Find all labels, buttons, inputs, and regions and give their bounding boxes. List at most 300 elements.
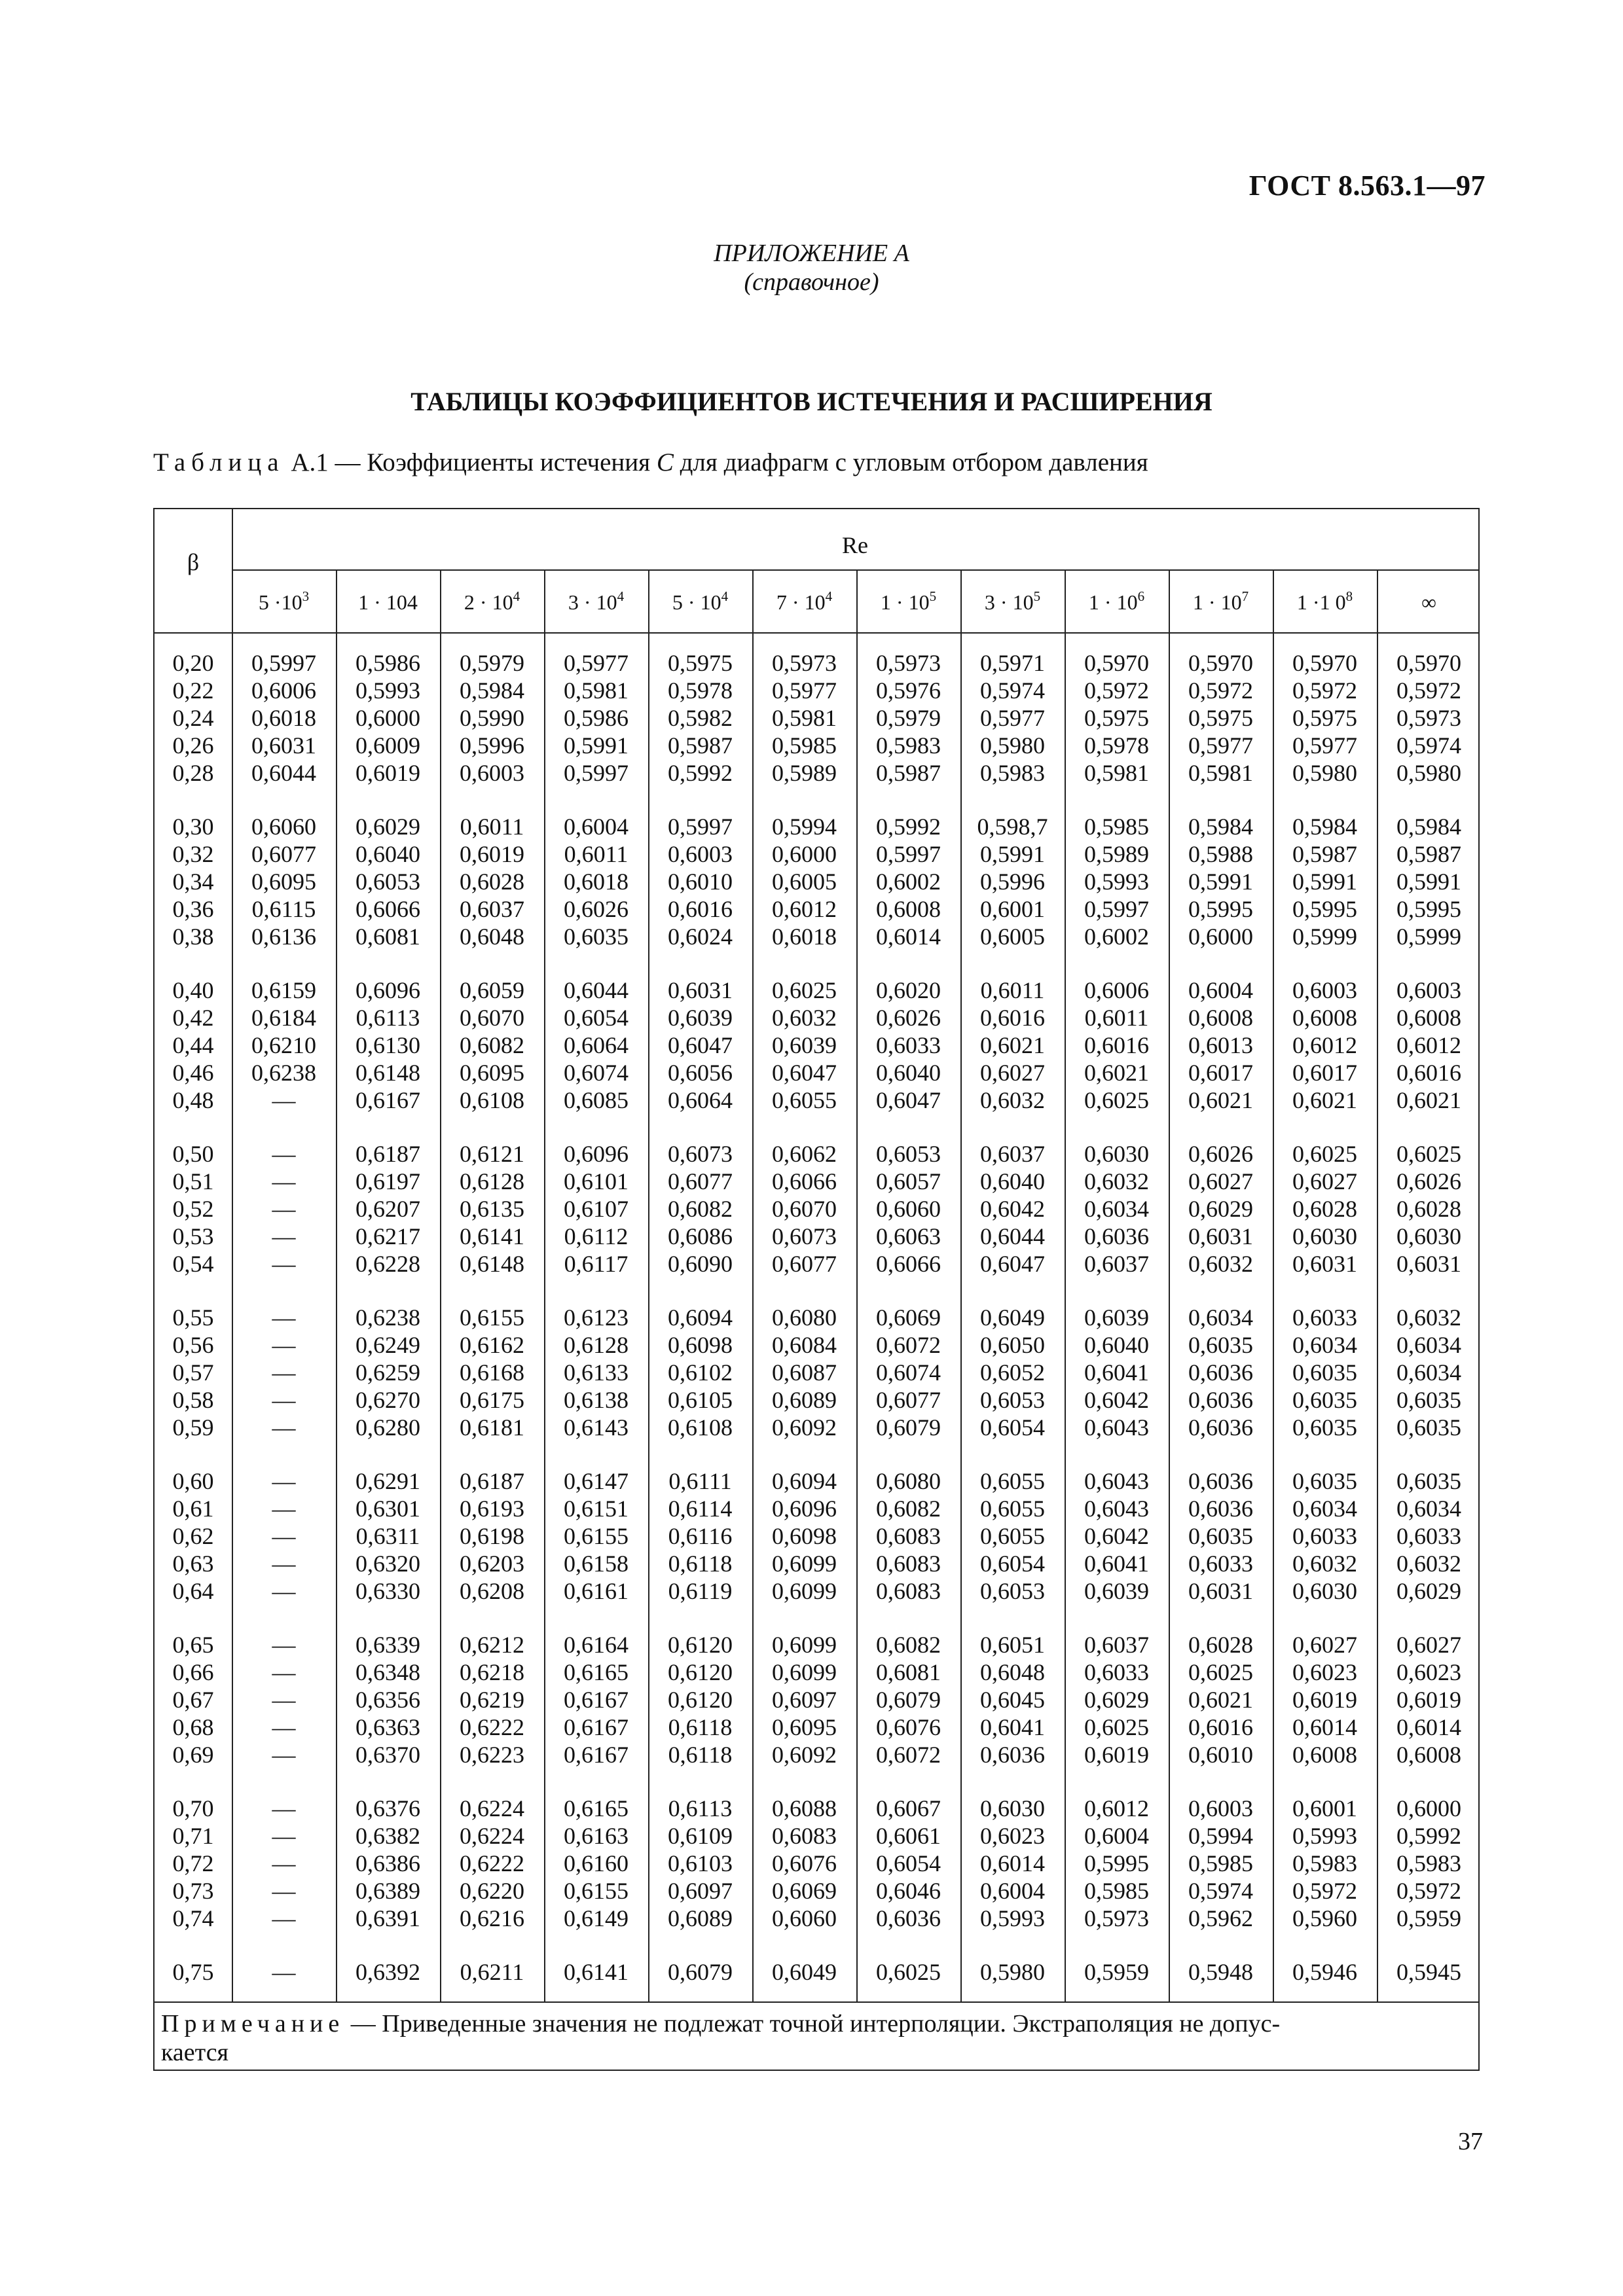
coefficient-cell: 0,6096 bbox=[564, 1141, 629, 1167]
table-caption bbox=[153, 448, 1148, 477]
coefficient-cell: 0,6077 bbox=[251, 841, 316, 867]
coefficient-cell: 0,6049 bbox=[980, 1304, 1045, 1331]
coefficient-cell: 0,6043 bbox=[1084, 1414, 1149, 1441]
beta-cell: 0,68 bbox=[172, 1714, 214, 1740]
coefficient-cell: 0,6026 bbox=[876, 1005, 941, 1031]
coefficient-cell: 0,5983 bbox=[980, 760, 1045, 786]
coefficient-cell: 0,6120 bbox=[668, 1687, 733, 1713]
coefficient-cell: 0,6035 bbox=[1396, 1387, 1461, 1413]
coefficient-cell: 0,6014 bbox=[980, 1850, 1045, 1876]
coefficient-cell: 0,6036 bbox=[1084, 1223, 1149, 1249]
coefficient-cell: 0,6062 bbox=[772, 1141, 837, 1167]
coefficient-cell: 0,6119 bbox=[668, 1578, 733, 1604]
coefficient-cell: 0,5986 bbox=[564, 705, 629, 731]
coefficient-cell: 0,5959 bbox=[1084, 1959, 1149, 1985]
coefficient-cell: 0,6032 bbox=[772, 1005, 837, 1031]
coefficient-cell: 0,5975 bbox=[1292, 705, 1357, 731]
coefficient-cell: 0,6072 bbox=[876, 1332, 941, 1358]
coefficient-cell: 0,5977 bbox=[772, 677, 837, 704]
coefficient-cell: 0,6016 bbox=[980, 1005, 1045, 1031]
coefficient-cell: — bbox=[272, 1523, 296, 1549]
coefficient-cell: 0,6000 bbox=[1188, 924, 1253, 950]
coefficient-cell: 0,6291 bbox=[356, 1468, 420, 1494]
coefficient-cell: 0,6107 bbox=[564, 1196, 629, 1222]
coefficient-cell: 0,6222 bbox=[460, 1850, 524, 1876]
beta-cell: 0,28 bbox=[172, 760, 214, 786]
coefficient-cell: 0,6115 bbox=[251, 896, 316, 922]
coefficient-cell: 0,6216 bbox=[460, 1905, 524, 1931]
coefficient-cell: 0,6035 bbox=[1188, 1332, 1253, 1358]
coefficient-cell: 0,5992 bbox=[876, 814, 941, 840]
beta-cell: 0,40 bbox=[172, 977, 214, 1003]
coefficient-cell: 0,5975 bbox=[1084, 705, 1149, 731]
coefficient-cell: 0,5993 bbox=[1292, 1823, 1357, 1849]
beta-cell: 0,59 bbox=[172, 1414, 214, 1441]
coefficient-cell: 0,6080 bbox=[876, 1468, 941, 1494]
coefficient-cell: 0,6208 bbox=[460, 1578, 524, 1604]
coefficient-cell: 0,5974 bbox=[1396, 732, 1461, 759]
column-header-exponent: 4 bbox=[617, 588, 625, 604]
coefficient-cell: 0,5973 bbox=[772, 650, 837, 676]
column-header bbox=[544, 590, 648, 615]
coefficient-cell: 0,6032 bbox=[1396, 1551, 1461, 1577]
coefficient-cell: 0,6021 bbox=[1188, 1687, 1253, 1713]
coefficient-cell: 0,5997 bbox=[1084, 896, 1149, 922]
coefficient-cell: — bbox=[272, 1304, 296, 1331]
coefficient-cell: 0,6003 bbox=[1292, 977, 1357, 1003]
coefficient-cell: 0,6102 bbox=[668, 1359, 733, 1386]
coefficient-cell: 0,6155 bbox=[460, 1304, 524, 1331]
coefficient-cell: 0,6035 bbox=[1292, 1468, 1357, 1494]
coefficient-cell: 0,6218 bbox=[460, 1659, 524, 1685]
coefficient-cell: 0,6030 bbox=[1292, 1578, 1357, 1604]
coefficient-cell: 0,5984 bbox=[1292, 814, 1357, 840]
coefficient-cell: 0,5987 bbox=[1396, 841, 1461, 867]
coefficient-cell: 0,6016 bbox=[1188, 1714, 1253, 1740]
coefficient-cell: 0,5993 bbox=[356, 677, 420, 704]
coefficient-cell: 0,6025 bbox=[1292, 1141, 1357, 1167]
coefficient-cell: 0,6116 bbox=[668, 1523, 733, 1549]
coefficient-cell: 0,6033 bbox=[1292, 1523, 1357, 1549]
coefficient-cell: 0,6055 bbox=[980, 1496, 1045, 1522]
coefficient-cell: 0,6311 bbox=[356, 1523, 420, 1549]
coefficient-cell: 0,6073 bbox=[668, 1141, 733, 1167]
coefficient-cell: 0,5994 bbox=[772, 814, 837, 840]
coefficient-cell: 0,6181 bbox=[460, 1414, 524, 1441]
coefficient-cell: 0,6029 bbox=[1084, 1687, 1149, 1713]
coefficient-cell: 0,6077 bbox=[668, 1168, 733, 1194]
coefficient-cell: 0,6030 bbox=[1084, 1141, 1149, 1167]
coefficient-cell: 0,6048 bbox=[460, 924, 524, 950]
coefficient-cell: 0,6089 bbox=[668, 1905, 733, 1931]
coefficient-cell: — bbox=[272, 1823, 296, 1849]
coefficient-cell: 0,6019 bbox=[1292, 1687, 1357, 1713]
coefficient-cell: 0,6001 bbox=[980, 896, 1045, 922]
coefficient-cell: 0,6004 bbox=[1084, 1823, 1149, 1849]
coefficient-cell: 0,6055 bbox=[980, 1523, 1045, 1549]
coefficient-cell: 0,6099 bbox=[772, 1578, 837, 1604]
coefficient-cell: 0,5979 bbox=[876, 705, 941, 731]
coefficient-cell: 0,6033 bbox=[876, 1032, 941, 1058]
coefficient-cell: 0,6079 bbox=[876, 1687, 941, 1713]
coefficient-cell: 0,6028 bbox=[1188, 1632, 1253, 1658]
beta-cell: 0,56 bbox=[172, 1332, 214, 1358]
note-text: — Приведенные значения не подлежат точной интерполяции. Экстраполяция не допус- bbox=[344, 2010, 1281, 2037]
appendix-type: (справочное) bbox=[744, 268, 879, 296]
coefficient-cell: 0,6037 bbox=[460, 896, 524, 922]
coefficient-cell: 0,6099 bbox=[772, 1659, 837, 1685]
coefficient-cell: 0,6363 bbox=[356, 1714, 420, 1740]
coefficient-cell: 0,6082 bbox=[876, 1632, 941, 1658]
column-header bbox=[440, 590, 544, 615]
coefficient-cell: — bbox=[272, 1359, 296, 1386]
coefficient-cell: 0,6032 bbox=[1396, 1304, 1461, 1331]
coefficient-cell: — bbox=[272, 1742, 296, 1768]
coefficient-cell: 0,6034 bbox=[1084, 1196, 1149, 1222]
coefficient-cell: 0,6049 bbox=[772, 1959, 837, 1985]
coefficient-cell: 0,6031 bbox=[1188, 1223, 1253, 1249]
coefficient-cell: 0,6165 bbox=[564, 1659, 629, 1685]
coefficient-cell: 0,6160 bbox=[564, 1850, 629, 1876]
column-header-exponent: 5 bbox=[929, 588, 937, 604]
coefficient-cell: 0,5982 bbox=[668, 705, 733, 731]
coefficient-cell: 0,6054 bbox=[980, 1551, 1045, 1577]
coefficient-cell: 0,6016 bbox=[668, 896, 733, 922]
coefficient-cell: 0,6197 bbox=[356, 1168, 420, 1194]
coefficient-cell: 0,5991 bbox=[980, 841, 1045, 867]
coefficient-cell: — bbox=[272, 1387, 296, 1413]
coefficient-cell: 0,6077 bbox=[772, 1251, 837, 1277]
coefficient-cell: 0,6050 bbox=[980, 1332, 1045, 1358]
coefficient-cell: 0,5972 bbox=[1084, 677, 1149, 704]
coefficient-cell: 0,6212 bbox=[460, 1632, 524, 1658]
coefficient-cell: 0,6033 bbox=[1396, 1523, 1461, 1549]
coefficient-cell: 0,6118 bbox=[668, 1742, 733, 1768]
beta-cell: 0,26 bbox=[172, 732, 214, 759]
note-rule bbox=[155, 2001, 1478, 2003]
coefficient-cell: 0,6187 bbox=[460, 1468, 524, 1494]
coefficient-cell: 0,6163 bbox=[564, 1823, 629, 1849]
beta-cell: 0,65 bbox=[172, 1632, 214, 1658]
coefficient-cell: 0,5946 bbox=[1292, 1959, 1357, 1985]
coefficient-cell: 0,5984 bbox=[1188, 814, 1253, 840]
coefficient-cell: 0,6228 bbox=[356, 1251, 420, 1277]
beta-cell: 0,72 bbox=[172, 1850, 214, 1876]
coefficient-cell: 0,6003 bbox=[1396, 977, 1461, 1003]
coefficient-cell: 0,6386 bbox=[356, 1850, 420, 1876]
coefficient-cell: 0,6105 bbox=[668, 1387, 733, 1413]
coefficient-cell: 0,6098 bbox=[668, 1332, 733, 1358]
beta-cell: 0,63 bbox=[172, 1551, 214, 1577]
coefficient-cell: 0,5996 bbox=[460, 732, 524, 759]
coefficient-cell: 0,6036 bbox=[1188, 1359, 1253, 1386]
coefficient-cell: 0,6035 bbox=[1292, 1359, 1357, 1386]
column-header-base: 5 ·10 bbox=[258, 590, 302, 614]
coefficient-cell: 0,6042 bbox=[980, 1196, 1045, 1222]
coefficient-cell: 0,6001 bbox=[1292, 1795, 1357, 1821]
coefficient-cell: 0,6086 bbox=[668, 1223, 733, 1249]
coefficient-cell: 0,6088 bbox=[772, 1795, 837, 1821]
coefficient-cell: 0,6083 bbox=[876, 1578, 941, 1604]
coefficient-cell: — bbox=[272, 1687, 296, 1713]
coefficient-cell: 0,5983 bbox=[1396, 1850, 1461, 1876]
coefficient-cell: 0,6055 bbox=[980, 1468, 1045, 1494]
coefficient-cell: 0,6069 bbox=[876, 1304, 941, 1331]
coefficient-cell: 0,6249 bbox=[356, 1332, 420, 1358]
coefficient-cell: 0,6056 bbox=[668, 1060, 733, 1086]
caption-symbol: C bbox=[656, 448, 674, 476]
coefficient-cell: 0,6120 bbox=[668, 1659, 733, 1685]
beta-cell: 0,64 bbox=[172, 1578, 214, 1604]
coefficient-cell: 0,6011 bbox=[564, 841, 629, 867]
coefficient-cell: 0,6092 bbox=[772, 1742, 837, 1768]
column-header-base: 1 ·1 0 bbox=[1296, 590, 1346, 614]
coefficient-cell: 0,5972 bbox=[1396, 677, 1461, 704]
beta-cell: 0,66 bbox=[172, 1659, 214, 1685]
coefficient-cell: 0,5975 bbox=[1188, 705, 1253, 731]
coefficient-cell: 0,6042 bbox=[1084, 1523, 1149, 1549]
coefficient-cell: 0,6074 bbox=[564, 1060, 629, 1086]
coefficient-cell: 0,6034 bbox=[1396, 1496, 1461, 1522]
coefficient-cell: 0,5995 bbox=[1292, 896, 1357, 922]
coefficient-cell: 0,6063 bbox=[876, 1223, 941, 1249]
coefficient-cell: 0,6059 bbox=[460, 977, 524, 1003]
coefficient-cell: 0,6064 bbox=[564, 1032, 629, 1058]
beta-cell: 0,42 bbox=[172, 1005, 214, 1031]
coefficient-cell: — bbox=[272, 1414, 296, 1441]
coefficient-cell: 0,6217 bbox=[356, 1223, 420, 1249]
coefficient-cell: — bbox=[272, 1850, 296, 1876]
coefficient-cell: 0,5970 bbox=[1396, 650, 1461, 676]
coefficient-cell: 0,6222 bbox=[460, 1714, 524, 1740]
beta-cell: 0,44 bbox=[172, 1032, 214, 1058]
coefficient-cell: 0,6006 bbox=[1084, 977, 1149, 1003]
coefficient-cell: 0,6010 bbox=[668, 869, 733, 895]
coefficient-cell: 0,6193 bbox=[460, 1496, 524, 1522]
coefficient-cell: 0,6064 bbox=[668, 1087, 733, 1113]
coefficient-cell: 0,6032 bbox=[980, 1087, 1045, 1113]
coefficient-cell: 0,6047 bbox=[772, 1060, 837, 1086]
coefficient-cell: 0,5977 bbox=[980, 705, 1045, 731]
coefficient-cell: 0,6130 bbox=[356, 1032, 420, 1058]
beta-cell: 0,74 bbox=[172, 1905, 214, 1931]
beta-cell: 0,46 bbox=[172, 1060, 214, 1086]
column-header bbox=[960, 590, 1065, 615]
beta-cell: 0,55 bbox=[172, 1304, 214, 1331]
coefficient-cell: 0,6010 bbox=[1188, 1742, 1253, 1768]
coefficient-cell: 0,6003 bbox=[668, 841, 733, 867]
coefficient-cell: 0,6005 bbox=[980, 924, 1045, 950]
coefficient-cell: 0,6027 bbox=[980, 1060, 1045, 1086]
section-title: ТАБЛИЦЫ КОЭФФИЦИЕНТОВ ИСТЕЧЕНИЯ И РАСШИРЕНИЯ bbox=[410, 387, 1213, 416]
coefficient-cell: 0,6090 bbox=[668, 1251, 733, 1277]
coefficient-cell: 0,5997 bbox=[251, 650, 316, 676]
coefficient-cell: — bbox=[272, 1905, 296, 1931]
beta-cell: 0,75 bbox=[172, 1959, 214, 1985]
coefficient-cell: 0,6043 bbox=[1084, 1468, 1149, 1494]
coefficient-cell: 0,5978 bbox=[1084, 732, 1149, 759]
coefficient-cell: 0,6048 bbox=[980, 1659, 1045, 1685]
coefficient-cell: 0,6391 bbox=[356, 1905, 420, 1931]
coefficient-cell: 0,5995 bbox=[1084, 1850, 1149, 1876]
coefficient-cell: 0,5975 bbox=[668, 650, 733, 676]
coefficient-cell: 0,5980 bbox=[980, 1959, 1045, 1985]
beta-cell: 0,48 bbox=[172, 1087, 214, 1113]
coefficient-cell: — bbox=[272, 1468, 296, 1494]
coefficient-cell: 0,6114 bbox=[668, 1496, 733, 1522]
coefficient-cell: 0,5972 bbox=[1396, 1878, 1461, 1904]
coefficient-cell: 0,6203 bbox=[460, 1551, 524, 1577]
coefficient-cell: 0,5972 bbox=[1292, 677, 1357, 704]
coefficient-cell: 0,6061 bbox=[876, 1823, 941, 1849]
coefficient-cell: 0,6014 bbox=[1292, 1714, 1357, 1740]
coefficient-cell: 0,5987 bbox=[1292, 841, 1357, 867]
coefficient-cell: 0,6033 bbox=[1188, 1551, 1253, 1577]
coefficient-cell: 0,6060 bbox=[772, 1905, 837, 1931]
coefficient-cell: 0,6097 bbox=[668, 1878, 733, 1904]
coefficient-cell: 0,6030 bbox=[980, 1795, 1045, 1821]
beta-cell: 0,57 bbox=[172, 1359, 214, 1386]
beta-cell: 0,69 bbox=[172, 1742, 214, 1768]
appendix-title: ПРИЛОЖЕНИЕ А bbox=[714, 240, 909, 267]
coefficient-cell: 0,6054 bbox=[876, 1850, 941, 1876]
coefficient-cell: 0,6128 bbox=[564, 1332, 629, 1358]
coefficient-cell: 0,6040 bbox=[1084, 1332, 1149, 1358]
coefficient-cell: 0,6024 bbox=[668, 924, 733, 950]
coefficient-cell: 0,6096 bbox=[772, 1496, 837, 1522]
coefficient-cell: 0,6238 bbox=[356, 1304, 420, 1331]
coefficient-cell: 0,5991 bbox=[564, 732, 629, 759]
coefficient-cell: 0,6389 bbox=[356, 1878, 420, 1904]
coefficient-cell: 0,6044 bbox=[980, 1223, 1045, 1249]
beta-cell: 0,58 bbox=[172, 1387, 214, 1413]
coefficient-cell: 0,5981 bbox=[1188, 760, 1253, 786]
coefficient-cell: 0,6117 bbox=[564, 1251, 629, 1277]
coefficient-cell: 0,6002 bbox=[1084, 924, 1149, 950]
coefficient-cell: 0,6054 bbox=[980, 1414, 1045, 1441]
coefficient-cell: 0,6066 bbox=[356, 896, 420, 922]
coefficient-cell: 0,5948 bbox=[1188, 1959, 1253, 1985]
coefficient-cell: 0,6036 bbox=[1188, 1387, 1253, 1413]
coefficient-cell: 0,5983 bbox=[876, 732, 941, 759]
coefficient-cell: 0,5997 bbox=[668, 814, 733, 840]
coefficient-cell: 0,6382 bbox=[356, 1823, 420, 1849]
coefficient-cell: 0,6101 bbox=[564, 1168, 629, 1194]
coefficient-cell: — bbox=[272, 1714, 296, 1740]
coefficient-cell: 0,6008 bbox=[1292, 1742, 1357, 1768]
coefficient-cell: 0,6035 bbox=[564, 924, 629, 950]
note bbox=[161, 2009, 1472, 2067]
coefficient-cell: 0,6070 bbox=[460, 1005, 524, 1031]
coefficient-cell: 0,6108 bbox=[668, 1414, 733, 1441]
coefficient-cell: 0,5990 bbox=[460, 705, 524, 731]
coefficient-cell: 0,6031 bbox=[251, 732, 316, 759]
coefficient-cell: — bbox=[272, 1332, 296, 1358]
coefficient-cell: 0,6008 bbox=[1396, 1005, 1461, 1031]
coefficient-cell: 0,6040 bbox=[876, 1060, 941, 1086]
coefficient-cell: 0,6019 bbox=[460, 841, 524, 867]
coefficient-cell: 0,6376 bbox=[356, 1795, 420, 1821]
coefficient-cell: 0,6077 bbox=[876, 1387, 941, 1413]
coefficient-cell: 0,6113 bbox=[668, 1795, 733, 1821]
coefficient-cell: 0,6097 bbox=[772, 1687, 837, 1713]
coefficient-cell: 0,6055 bbox=[772, 1087, 837, 1113]
coefficient-cell: 0,6060 bbox=[876, 1196, 941, 1222]
coefficient-cell: 0,6027 bbox=[1292, 1168, 1357, 1194]
beta-cell: 0,61 bbox=[172, 1496, 214, 1522]
column-header bbox=[856, 590, 960, 615]
coefficient-cell: 0,6027 bbox=[1396, 1632, 1461, 1658]
coefficient-cell: 0,6320 bbox=[356, 1551, 420, 1577]
coefficient-cell: 0,6000 bbox=[772, 841, 837, 867]
coefficient-cell: 0,6040 bbox=[980, 1168, 1045, 1194]
coefficient-cell: 0,5985 bbox=[772, 732, 837, 759]
coefficient-cell: 0,6025 bbox=[1188, 1659, 1253, 1685]
coefficient-cell: 0,6034 bbox=[1292, 1496, 1357, 1522]
coefficient-cell: 0,6223 bbox=[460, 1742, 524, 1768]
coefficient-cell: 0,6076 bbox=[772, 1850, 837, 1876]
coefficient-cell: 0,6138 bbox=[564, 1387, 629, 1413]
coefficient-cell: 0,6037 bbox=[1084, 1632, 1149, 1658]
coefficient-cell: 0,6162 bbox=[460, 1332, 524, 1358]
coefficient-cell: 0,6095 bbox=[772, 1714, 837, 1740]
coefficient-cell: 0,6210 bbox=[251, 1032, 316, 1058]
coefficient-table bbox=[153, 508, 1480, 2071]
coefficient-cell: 0,6066 bbox=[772, 1168, 837, 1194]
coefficient-cell: 0,5986 bbox=[356, 650, 420, 676]
coefficient-cell: 0,6004 bbox=[1188, 977, 1253, 1003]
coefficient-cell: 0,6021 bbox=[1396, 1087, 1461, 1113]
coefficient-cell: 0,6135 bbox=[460, 1196, 524, 1222]
coefficient-cell: 0,5945 bbox=[1396, 1959, 1461, 1985]
column-header bbox=[648, 590, 752, 615]
coefficient-cell: 0,6083 bbox=[876, 1551, 941, 1577]
coefficient-cell: 0,6030 bbox=[1292, 1223, 1357, 1249]
coefficient-cell: 0,6155 bbox=[564, 1523, 629, 1549]
column-header-base: 1 · 10 bbox=[1192, 590, 1242, 614]
coefficient-cell: 0,5984 bbox=[1396, 814, 1461, 840]
coefficient-cell: 0,6008 bbox=[1292, 1005, 1357, 1031]
coefficient-cell: 0,6008 bbox=[876, 896, 941, 922]
coefficient-cell: 0,6012 bbox=[1292, 1032, 1357, 1058]
coefficient-cell: 0,5979 bbox=[460, 650, 524, 676]
coefficient-cell: 0,6036 bbox=[1188, 1468, 1253, 1494]
coefficient-cell: 0,6031 bbox=[668, 977, 733, 1003]
coefficient-cell: 0,6046 bbox=[876, 1878, 941, 1904]
coefficient-cell: 0,5987 bbox=[668, 732, 733, 759]
coefficient-cell: 0,5995 bbox=[1188, 896, 1253, 922]
coefficient-cell: 0,6029 bbox=[1396, 1578, 1461, 1604]
coefficient-cell: 0,6155 bbox=[564, 1878, 629, 1904]
note-text-continued: кается bbox=[161, 2039, 229, 2066]
coefficient-cell: 0,6032 bbox=[1084, 1168, 1149, 1194]
beta-cell: 0,67 bbox=[172, 1687, 214, 1713]
coefficient-cell: 0,6151 bbox=[564, 1496, 629, 1522]
coefficient-cell: 0,6084 bbox=[772, 1332, 837, 1358]
coefficient-cell: 0,6111 bbox=[668, 1468, 732, 1494]
coefficient-cell: 0,6012 bbox=[1396, 1032, 1461, 1058]
coefficient-cell: 0,6198 bbox=[460, 1523, 524, 1549]
coefficient-cell: 0,5973 bbox=[1396, 705, 1461, 731]
beta-cell: 0,52 bbox=[172, 1196, 214, 1222]
coefficient-cell: 0,6339 bbox=[356, 1632, 420, 1658]
coefficient-cell: 0,5971 bbox=[980, 650, 1045, 676]
coefficient-cell: 0,6020 bbox=[876, 977, 941, 1003]
coefficient-cell: 0,6031 bbox=[1292, 1251, 1357, 1277]
coefficient-cell: 0,6099 bbox=[772, 1632, 837, 1658]
coefficient-cell: — bbox=[272, 1196, 296, 1222]
coefficient-cell: 0,6026 bbox=[1188, 1141, 1253, 1167]
